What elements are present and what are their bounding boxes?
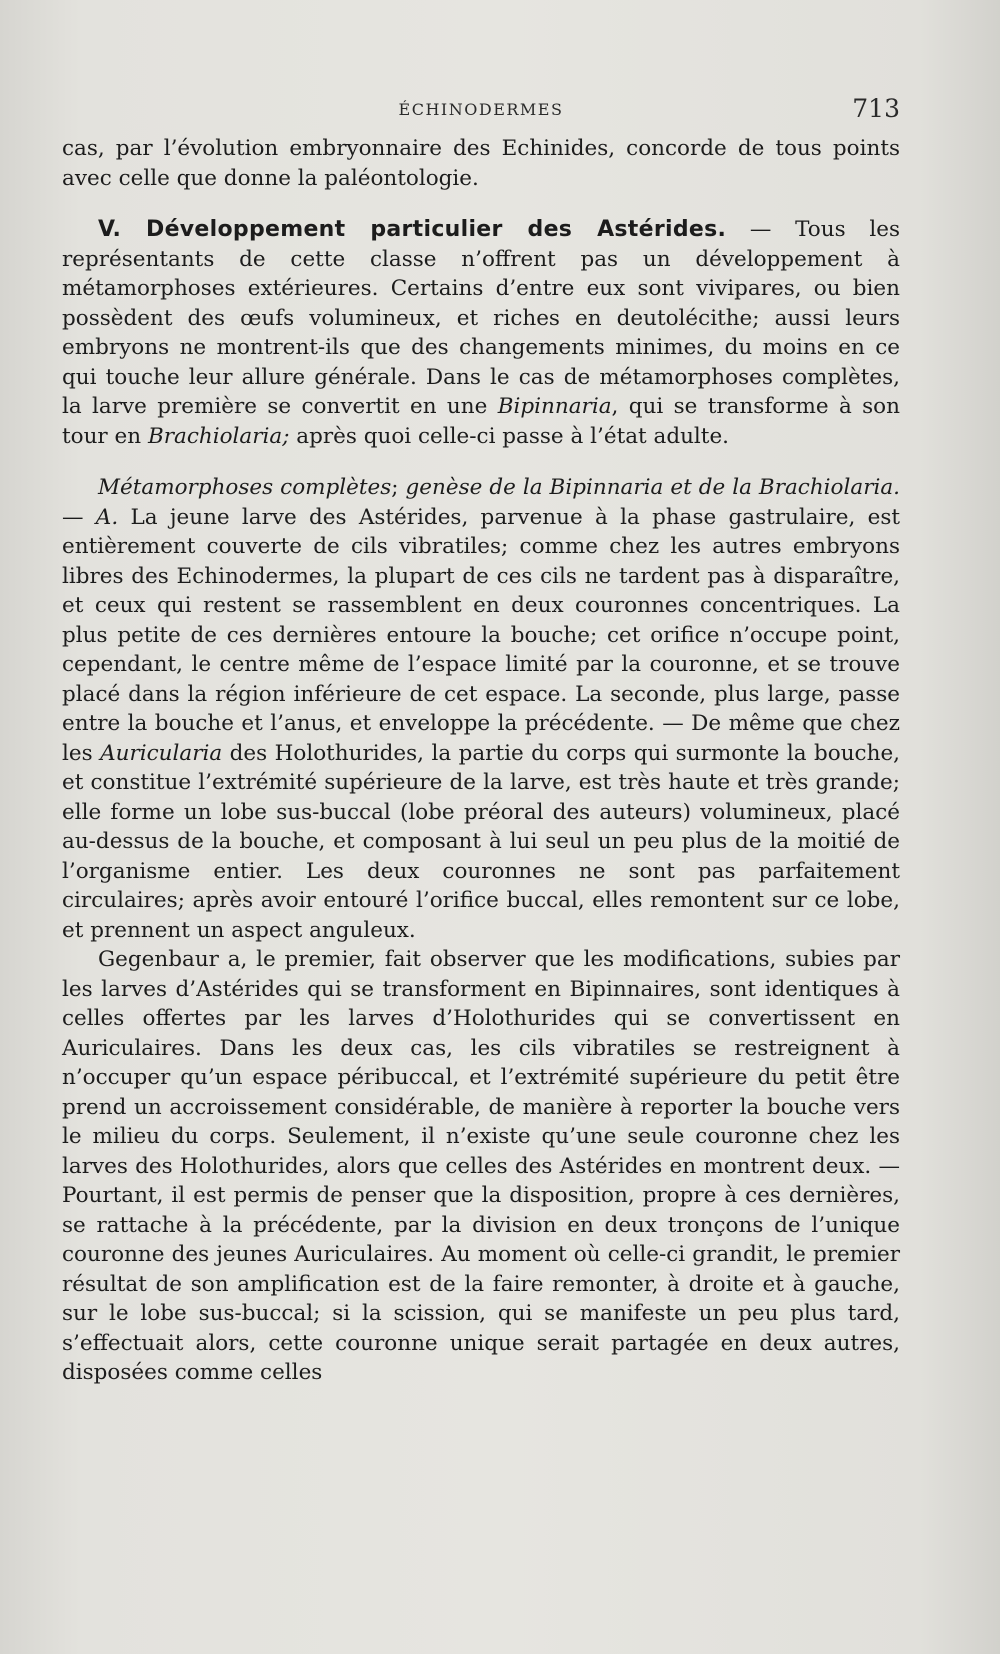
- section-heading: V. Développement particulier des Astérides.: [98, 217, 727, 242]
- page-header: [62, 94, 900, 124]
- subsection-subtitle: genèse de la Bipinnaria et de la Brachiolaria.: [405, 475, 900, 500]
- paragraph-text: des Holothurides, la partie du corps qui surmonte la bouche, et constitue l’extrémité supérieure de la larve, est très haute et très grande; elle forme un lobe sus-buccal (lobe préoral des auteurs) volumineux, placé au-dessus de la bouche, et composant à lui seul un peu plus de la moitié de l’organisme entier. Les deux couronnes ne sont pas parfaitement circulaires; après avoir entouré l’orifice buccal, elles remontent sur ce lobe, et prennent un aspect anguleux.: [62, 740, 900, 943]
- paragraph-metamorphoses: [62, 473, 900, 945]
- paragraph-text: — Tous les représentants de cette classe n’offrent pas un développement à métamorphoses extérieures. Certains d’entre eux sont vivipares, ou bien possèdent des œufs volumineux, et riches en deutolécithe; aussi leurs embryons ne montrent-ils que des changements minimes, du moins en ce qui touche leur allure générale. Dans le cas de métamorphoses complètes, la larve première se convertit en une: [62, 217, 900, 419]
- dash: —: [62, 504, 96, 530]
- paragraph-text: après quoi celle-ci passe à l’état adulte.: [289, 423, 730, 449]
- paragraph-gegenbaur: Gegenbaur a, le premier, fait observer que les modifications, subies par les larves d’Astérides qui se transforment en Bipinnaires, sont identiques à celles offertes par les larves d’Holothurides qui se convertissent en Auriculaires. Dans les deux cas, les cils vibratiles se restreignent à n’occuper qu’un espace péribuccal, et l’extrémité supérieure du petit être prend un accroissement considérable, de manière à reporter la bouche vers le milieu du corps. Seulement, il n’existe qu’une seule couronne chez les larves des Holothurides, alors que celles des Astérides en montrent deux. — Pourtant, il est permis de penser que la disposition, propre à ces dernières, se rattache à la précédente, par la division en deux tronçons de l’unique couronne des jeunes Auriculaires. Au moment où celle-ci grandit, le premier résultat de son amplification est de la faire remonter, à droite et à gauche, sur le lobe sus-buccal; si la scission, qui se manifeste un peu plus tard, s’effectuait alors, cette couronne unique serait partagée en deux autres, disposées comme celles: [62, 947, 900, 1385]
- running-title: ÉCHINODERMES: [398, 100, 564, 119]
- paragraph-continuation: cas, par l’évolution embryonnaire des Echinides, concorde de tous points avec celle que donne la paléontologie.: [62, 136, 900, 191]
- italic-term: Auricularia: [100, 740, 223, 766]
- page-number: 713: [852, 94, 900, 123]
- subsection-title: Métamorphoses complètes: [98, 475, 392, 500]
- paragraph-text: , qui se transforme à son tour en: [62, 394, 900, 449]
- separator: ;: [391, 475, 406, 500]
- paragraph-text: La jeune larve des Astérides, parvenue à la phase gastrulaire, est entièrement couverte de cils vibratiles; comme chez les autres embryons libres des Echinodermes, la plupart de ces cils ne tardent pas à disparaître, et ceux qui restent se rassemblent en deux couronnes concentriques. La plus petite de ces dernières entoure la bouche; cet orifice n’occupe point, cependant, le centre même de l’espace limité par la couronne, et se trouve placé dans la région inférieure de cet espace. La seconde, plus large, passe entre la bouche et l’anus, et enveloppe la précédente. — De même que chez les: [62, 504, 900, 766]
- subsection-letter: A.: [95, 504, 119, 530]
- body-text: [62, 134, 900, 1388]
- italic-term: Brachiolaria;: [147, 423, 290, 449]
- paragraph-section-v: [62, 215, 900, 451]
- italic-term: Bipinnaria: [497, 394, 612, 419]
